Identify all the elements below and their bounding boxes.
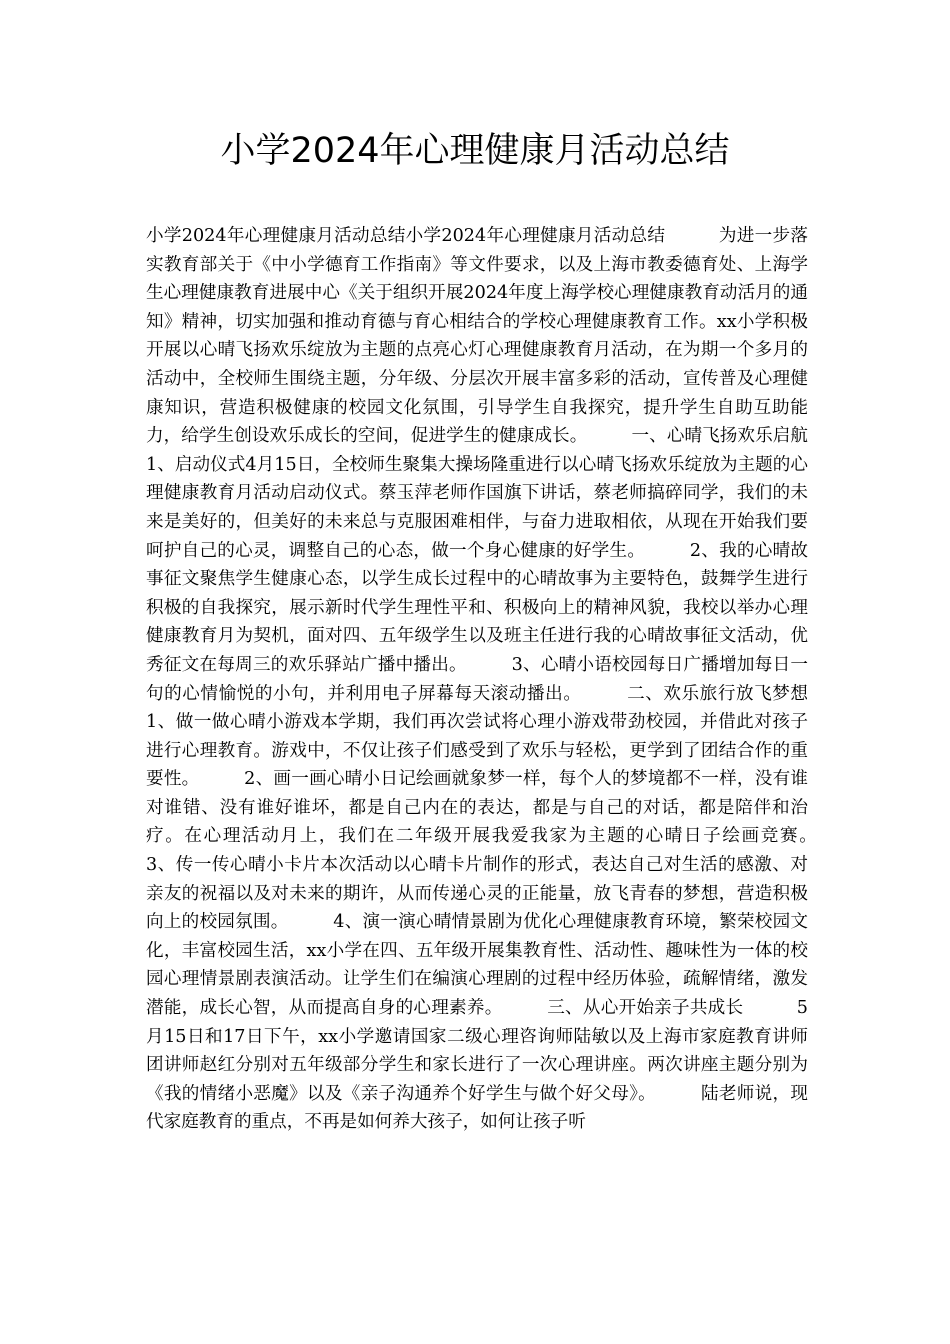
document-body <box>146 222 861 1137</box>
body-text: 小学2024年心理健康月活动总结小学2024年心理健康月活动总结 为进一步落实教育部关于《中小学德育工作指南》等文件要求，以及上海市教委德育处、上海学生心理健康教育进展中心《关于组织开展2024年度上海学校心理健康教育动活月的通知》精神，切实加强和推动育德与育心相结合的学校心理健康教育工作。xx小学积极开展以心晴飞扬欢乐绽放为主题的点亮心灯心理健康教育月活动，在为期一个多月的活动中，全校师生围绕主题，分年级、分层次开展丰富多彩的活动，宣传普及心理健康知识，营造积极健康的校园文化氛围，引导学生自我探究，提升学生自助互助能力，给学生创设欢乐成长的空间，促进学生的健康成长。 一、心晴飞扬欢乐启航 1、启动仪式4月15日，全校师生聚集大操场隆重进行以心晴飞扬欢乐绽放为主题的心理健康教育月活动启动仪式。蔡玉萍老师作国旗下讲话，蔡老师搞碎同学，我们的未来是美好的，但美好的未来总与克服困难相伴，与奋力进取相依，从现在开始我们要呵护自己的心灵，调整自己的心态，做一个身心健康的好学生。 2、我的心晴故事征文聚焦学生健康心态，以学生成长过程中的心晴故事为主要特色，鼓舞学生进行积极的自我探究，展示新时代学生理性平和、积极向上的精神风貌，我校以举办心理健康教育月为契机，面对四、五年级学生以及班主任进行我的心晴故事征文活动，优秀征文在每周三的欢乐驿站广播中播出。 3、心晴小语校园每日广播增加每日一句的心情愉悦的小句，并利用电子屏幕每天滚动播出。 二、欢乐旅行放飞梦想 1、做一做心晴小游戏本学期，我们再次尝试将心理小游戏带劲校园，并借此对孩子进行心理教育。游戏中，不仅让孩子们感受到了欢乐与轻松，更学到了团结合作的重要性。 2、画一画心晴小日记绘画就象梦一样，每个人的梦境都不一样，没有谁对谁错、没有谁好谁坏，都是自己内在的表达，都是与自己的对话，都是陪伴和治疗。在心理活动月上，我们在二年级开展我爱我家为主题的心晴日子绘画竞赛。 3、传一传心晴小卡片本次活动以心晴卡片制作的形式，表达自己对生活的感激、对亲友的祝福以及对未来的期许，从而传递心灵的正能量，放飞青春的梦想，营造积极向上的校园氛围。 4、演一演心晴情景剧为优化心理健康教育环境，繁荣校园文化，丰富校园生活，xx小学在四、五年级开展集教育性、活动性、趣味性为一体的校园心理情景剧表演活动。让学生们在编演心理剧的过程中经历体验，疏解情绪，激发潜能，成长心智，从而提高自身的心理素养。 三、从心开始亲子共成长 5月15日和17日下午，xx小学邀请国家二级心理咨询师陆敏以及上海市家庭教育讲师团讲师赵红分别对五年级部分学生和家长进行了一次心理讲座。两次讲座主题分别为《我的情绪小恶魔》以及《亲子沟通养个好学生与做个好父母》。 陆老师说，现代家庭教育的重点，不再是如何养大孩子，如何让孩子听 <box>146 226 861 1133</box>
document-title: 小学2024年心理健康月活动总结 <box>220 131 730 171</box>
